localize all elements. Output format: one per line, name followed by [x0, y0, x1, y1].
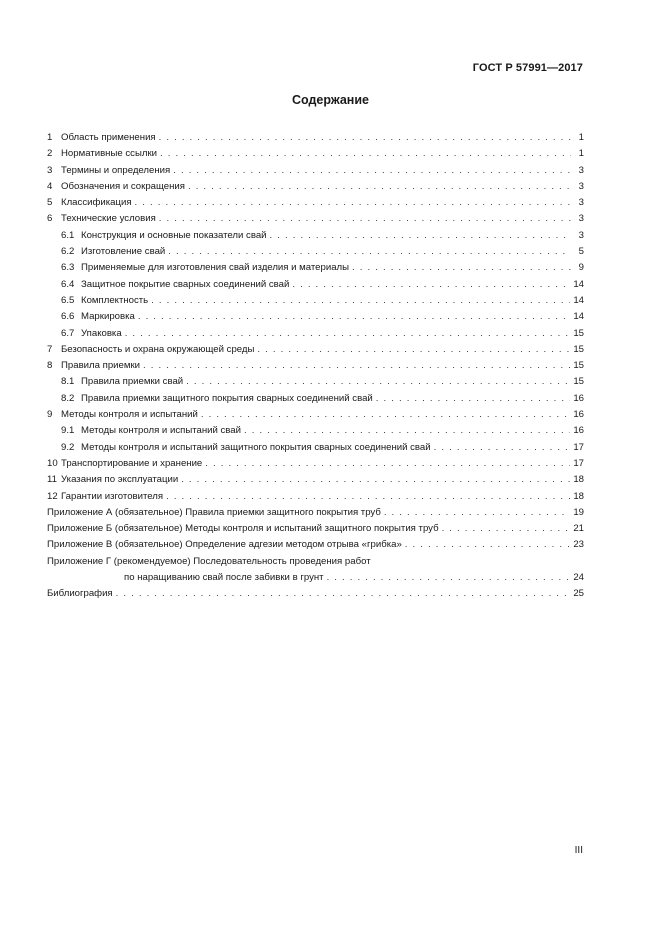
- toc-row[interactable]: [47, 163, 584, 179]
- toc-item-title: Применяемые для изготовления свай изделия и материалы: [81, 262, 350, 274]
- toc-item-title: Приложение Б (обязательное) Методы контроля и испытаний защитного покрытия труб: [47, 523, 439, 535]
- toc-item-page: 17: [573, 457, 584, 469]
- leader-dots: [168, 244, 571, 260]
- leader-dots: [116, 586, 571, 602]
- leader-dots: [143, 358, 570, 374]
- toc-item-page: 3: [578, 164, 584, 176]
- toc-item-number: 11: [47, 474, 57, 486]
- toc-row[interactable]: [47, 391, 584, 407]
- leader-dots: [159, 211, 571, 227]
- toc-item-number: 12: [47, 490, 58, 502]
- toc-item-page: 17: [573, 441, 584, 453]
- toc-item-title: Изготовление свай: [81, 246, 166, 258]
- leader-dots: [186, 374, 570, 390]
- doc-code: ГОСТ Р 57991—2017: [472, 62, 583, 74]
- toc-item-title: Область применения: [61, 132, 156, 143]
- toc-row[interactable]: [47, 456, 584, 472]
- toc-item-number: 8: [47, 360, 53, 372]
- toc-item-title: Методы контроля и испытаний: [61, 409, 198, 421]
- page-number: III: [574, 845, 583, 856]
- toc-item-page: 15: [573, 327, 584, 339]
- toc-row-bibliography[interactable]: [47, 586, 584, 602]
- toc-row[interactable]: [47, 326, 584, 342]
- leader-dots: [270, 228, 571, 244]
- toc-row[interactable]: [47, 277, 584, 293]
- leader-dots: [135, 195, 571, 211]
- toc-row[interactable]: [47, 374, 584, 390]
- toc-item-number: 8.1: [61, 376, 75, 388]
- toc-item-title: Комплектность: [81, 294, 149, 306]
- toc-row[interactable]: [47, 179, 584, 195]
- toc-item-title: Термины и определения: [61, 164, 171, 176]
- toc-item-title: Приложение В (обязательное) Определение адгезии методом отрыва «грибка»: [47, 539, 402, 551]
- toc-item-number: 6.2: [61, 246, 75, 258]
- toc-item-number: 1: [47, 132, 53, 143]
- toc-item-title: Правила приемки свай: [81, 376, 184, 388]
- toc-item-title: Нормативные ссылки: [61, 148, 158, 160]
- toc-item-number: 4: [47, 180, 53, 192]
- toc-row[interactable]: [47, 440, 584, 456]
- toc-item-title: Правила приемки защитного покрытия сварных соединений свай: [81, 392, 373, 404]
- leader-dots: [205, 456, 570, 472]
- toc-item-number: 6.1: [61, 229, 75, 241]
- leader-dots: [405, 537, 571, 553]
- leader-dots: [327, 570, 571, 586]
- toc-item-title: Гарантии изготовителя: [61, 490, 164, 502]
- toc-row[interactable]: [47, 260, 584, 276]
- leader-dots: [201, 407, 570, 423]
- toc-item-title: Правила приемки: [61, 360, 140, 372]
- toc-item-number: 9.2: [61, 441, 75, 453]
- toc-item-title: Классификация: [61, 197, 132, 209]
- toc-item-number: 9: [47, 409, 53, 421]
- toc-row[interactable]: [47, 423, 584, 439]
- toc-item-page: 16: [573, 392, 584, 404]
- toc-item-title: Упаковка: [81, 327, 122, 339]
- bibliography-title: Библиография: [47, 587, 113, 599]
- toc-item-page: 9: [578, 262, 584, 274]
- toc-item-title: Методы контроля и испытаний защитного покрытия сварных соединений свай: [81, 441, 431, 453]
- toc-item-page: 14: [573, 278, 584, 290]
- toc-item-page: 1: [578, 148, 584, 160]
- leader-dots: [244, 423, 570, 439]
- toc-item-number: 5: [47, 197, 53, 209]
- leader-dots: [160, 146, 571, 162]
- appendix-g-title-line1: Приложение Г (рекомендуемое) Последовательность проведения работ: [47, 555, 371, 567]
- leader-dots: [442, 521, 571, 537]
- leader-dots: [188, 179, 571, 195]
- toc-item-page: 15: [573, 360, 584, 372]
- leader-dots: [138, 309, 570, 325]
- toc-item-page: 3: [578, 229, 584, 241]
- leader-dots: [292, 277, 570, 293]
- toc-row[interactable]: [47, 472, 584, 488]
- leader-dots: [384, 505, 571, 521]
- toc-item-title: Методы контроля и испытаний свай: [81, 425, 241, 437]
- toc-item-title: Конструкция и основные показатели свай: [81, 229, 267, 241]
- toc-item-page: 18: [573, 490, 584, 502]
- toc-item-page: 3: [578, 180, 584, 192]
- toc-row[interactable]: [47, 358, 584, 374]
- leader-dots: [125, 326, 571, 342]
- toc-title: Содержание: [291, 93, 369, 107]
- toc-item-number: 6.7: [61, 327, 75, 339]
- toc-item-number: 9.1: [61, 425, 75, 437]
- toc-item-page: 21: [573, 523, 584, 535]
- toc-row[interactable]: [47, 505, 584, 521]
- toc-item-title: Маркировка: [81, 311, 135, 323]
- toc-item-page: 19: [573, 506, 584, 518]
- toc-row[interactable]: [47, 407, 584, 423]
- leader-dots: [173, 163, 571, 179]
- appendix-g-title-line2: по наращиванию свай после забивки в грунт: [124, 571, 324, 583]
- toc-item-page: 14: [573, 294, 584, 306]
- toc-item-page: 3: [578, 213, 584, 225]
- toc-item-number: 3: [47, 164, 53, 176]
- toc-item-number: 6.3: [61, 262, 75, 274]
- toc-row[interactable]: [47, 146, 584, 162]
- toc-item-title: Указания по эксплуатации: [61, 474, 179, 486]
- leader-dots: [257, 342, 570, 358]
- toc-item-title: Технические условия: [61, 213, 156, 225]
- toc-item-number: 6: [47, 213, 53, 225]
- toc-item-number: 6.5: [61, 294, 75, 306]
- leader-dots: [159, 130, 571, 146]
- leader-dots: [376, 391, 571, 407]
- toc-item-page: 16: [573, 409, 584, 421]
- toc-row[interactable]: [47, 309, 584, 325]
- toc-item-page: 15: [573, 376, 584, 388]
- table-of-contents: [47, 130, 584, 602]
- toc-item-number: 6.4: [61, 278, 75, 290]
- toc-item-title: Приложение А (обязательное) Правила приемки защитного покрытия труб: [47, 506, 381, 518]
- leader-dots: [151, 293, 570, 309]
- toc-row[interactable]: [47, 195, 584, 211]
- toc-item-number: 8.2: [61, 392, 75, 404]
- toc-item-page: 3: [578, 197, 584, 209]
- toc-item-page: 14: [573, 311, 584, 323]
- toc-row[interactable]: [47, 537, 584, 553]
- toc-item-page: 16: [573, 425, 584, 437]
- bibliography-page: 25: [573, 587, 584, 599]
- toc-row[interactable]: [47, 293, 584, 309]
- toc-row-appendix-g[interactable]: [47, 554, 584, 586]
- toc-row[interactable]: [47, 342, 584, 358]
- toc-item-title: Защитное покрытие сварных соединений свай: [81, 278, 290, 290]
- toc-row[interactable]: [47, 211, 584, 227]
- toc-row[interactable]: [47, 244, 584, 260]
- appendix-g-page: 24: [573, 571, 584, 583]
- toc-item-page: 15: [573, 343, 584, 355]
- toc-item-page: 5: [578, 246, 584, 258]
- toc-item-page: 23: [573, 539, 584, 551]
- toc-item-number: 6.6: [61, 311, 75, 323]
- toc-item-page: 1: [578, 132, 584, 143]
- toc-row[interactable]: [47, 521, 584, 537]
- leader-dots: [166, 489, 570, 505]
- toc-row[interactable]: [47, 130, 584, 146]
- toc-item-title: Безопасность и охрана окружающей среды: [61, 343, 255, 355]
- toc-item-number: 10: [47, 457, 58, 469]
- leader-dots: [352, 260, 571, 276]
- toc-item-page: 18: [573, 474, 584, 486]
- toc-item-title: Обозначения и сокращения: [61, 180, 185, 192]
- toc-row[interactable]: [47, 228, 584, 244]
- leader-dots: [181, 472, 570, 488]
- toc-item-number: 7: [47, 343, 53, 355]
- leader-dots: [434, 440, 571, 456]
- toc-item-number: 2: [47, 148, 53, 160]
- toc-row[interactable]: [47, 489, 584, 505]
- toc-item-title: Транспортирование и хранение: [61, 457, 203, 469]
